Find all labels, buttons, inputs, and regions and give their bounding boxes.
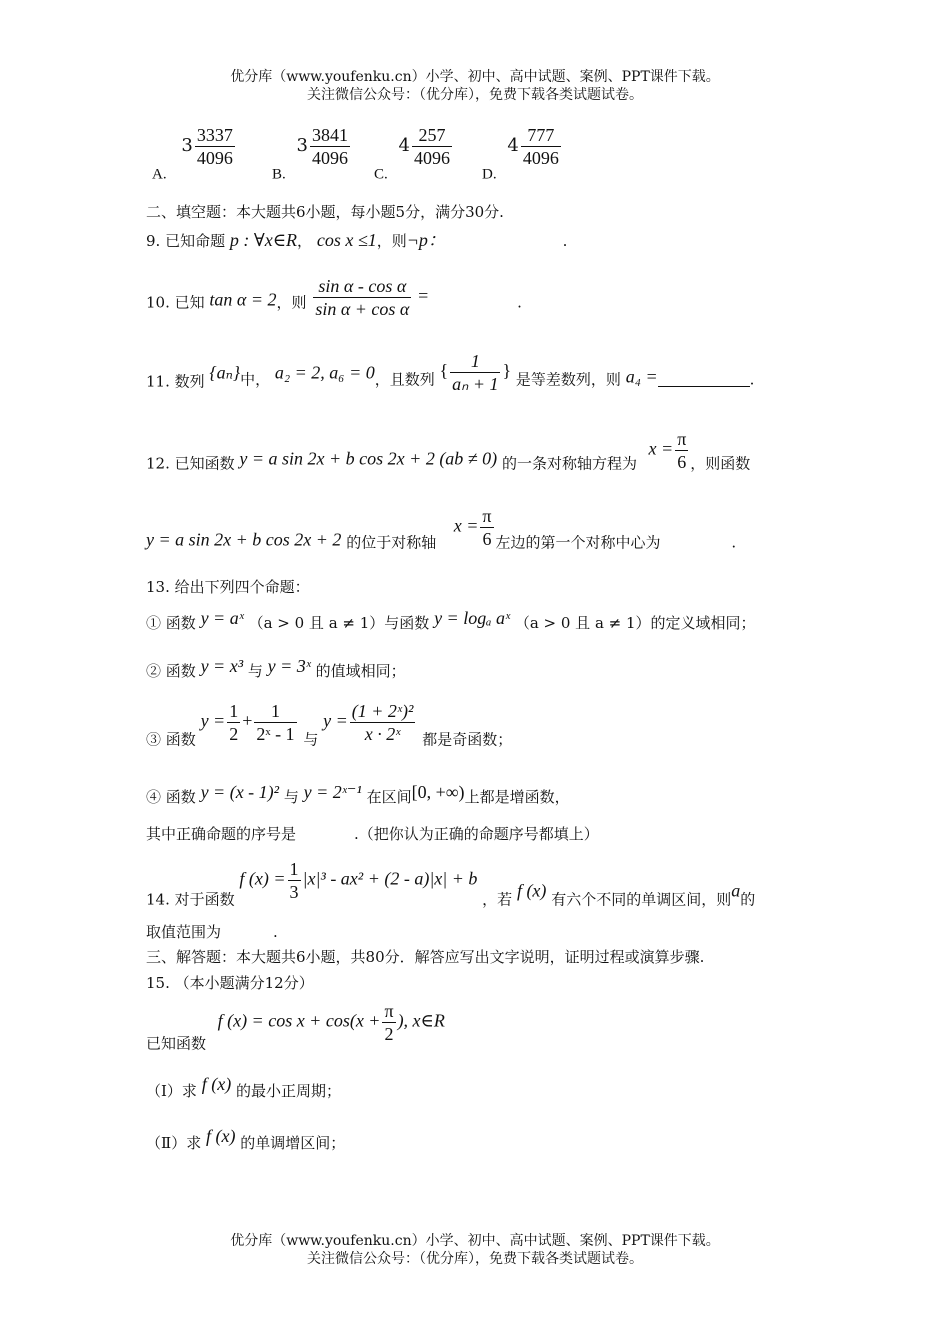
q13-s3-fraction: $\frac{1}{\text{2ˣ - 1}}$ bbox=[256, 701, 295, 744]
q13-statement-2: ② 函数 y = x³ 与 y = 3ˣ 的值域相同； bbox=[146, 656, 406, 680]
q10-end: . bbox=[517, 293, 522, 312]
q11-end: . bbox=[749, 370, 755, 389]
question-10 bbox=[146, 275, 522, 320]
option-fraction: $\frac{777}{4096}$ bbox=[522, 125, 559, 168]
header-line-2: 关注微信公众号：（优分库），免费下载各类试题试卷。 bbox=[307, 87, 643, 103]
option-d bbox=[482, 124, 563, 184]
q12-axis-lhs: x = bbox=[648, 438, 674, 459]
q15-pi-fraction: $\frac{\pi}{2}$ bbox=[384, 1001, 394, 1044]
q10-then: ，则 bbox=[276, 293, 307, 312]
q9-end: . bbox=[562, 232, 568, 250]
q15-function: f (x) = cos x + cos(x + bbox=[217, 1010, 381, 1031]
q11-mid: 中， bbox=[240, 370, 271, 389]
question-9 bbox=[146, 230, 567, 251]
q9-expression: cos x ≤1 bbox=[316, 230, 377, 250]
q11-then: ，且数列 bbox=[374, 370, 435, 389]
q12-axis-fraction: $\frac{\pi}{6}$ bbox=[677, 429, 687, 472]
q13-statement-1: ① 函数 y = aˣ （a > 0 且 a ≠ 1）与函数 y = logₐ aˣ （a > 0 且 a ≠ 1）的定义域相同； bbox=[146, 608, 756, 632]
q11-sequence: {aₙ} bbox=[209, 362, 241, 383]
q10-fraction: $\frac{\text{sin α - cos α}}{\text{sin α + cos α}}$ bbox=[315, 276, 410, 319]
section-2-heading: 二、填空题：本大题共6小题，每小题5分，满分30分. bbox=[146, 203, 504, 221]
option-fraction: $\frac{3841}{4096}$ bbox=[312, 125, 348, 168]
option-fraction: $\frac{257}{4096}$ bbox=[414, 125, 450, 168]
question-13-intro: 13. 给出下列四个命题： bbox=[146, 578, 310, 596]
q13-statement-4: ④ 函数 y = (x - 1)² 与 y = 2ˣ⁻¹ 在区间[0, +∞)上都是增函数， bbox=[146, 782, 570, 806]
q13-s3-lhs-2: y = bbox=[323, 710, 348, 731]
q10-condition: tan α = 2 bbox=[209, 289, 277, 310]
question-12 bbox=[146, 428, 750, 474]
q12-prefix: 12. 已知函数 bbox=[146, 454, 235, 473]
q12-mid: 的一条对称轴方程为 bbox=[501, 454, 637, 473]
q14-lhs: f (x) = bbox=[239, 868, 286, 889]
option-whole: 4 bbox=[398, 134, 410, 156]
q13-s1-function-1: y = aˣ bbox=[200, 608, 244, 628]
q12-function: y = a sin 2x + b cos 2x + 2 (ab ≠ 0) bbox=[239, 448, 498, 469]
question-14-line-2: 取值范围为 . bbox=[146, 923, 278, 941]
q13-statement-3: ③ 函数 y = $\frac{1}{2}$ + $\frac{1}{\text{2ˣ - 1}}$ 与 y = $\frac{\text{(1 + 2ˣ)²}}{\text{x · 2ˣ}}$ 都是奇函数； bbox=[146, 701, 513, 749]
option-label: C. bbox=[374, 166, 388, 183]
option-whole: 4 bbox=[507, 134, 519, 156]
q11-prefix: 11. 数列 bbox=[146, 372, 205, 391]
q14-expression: |x|³ - ax² + (2 - a)|x| + b bbox=[302, 868, 478, 889]
q9-proposition: p : ∀x∈R bbox=[229, 230, 298, 250]
question-15: 已知函数 f (x) = cos x + cos(x + $\frac{\pi}{2}$ ), x∈R bbox=[146, 1001, 445, 1053]
q15-part-2: （Ⅱ）求 f (x) 的单调增区间； bbox=[146, 1126, 346, 1152]
question-11: 11. 数列 {aₙ}中， a₂ = 2, a₆ = 0，且数列 { $\frac{1}{\text{aₙ + 1}}$ } 是等差数列，则 a₄ = . bbox=[146, 351, 755, 394]
footer-line-2: 关注微信公众号：（优分库），免费下载各类试题试卷。 bbox=[307, 1251, 643, 1267]
q10-equals: = bbox=[418, 285, 429, 306]
q13-s4-function-2: y = 2ˣ⁻¹ bbox=[303, 782, 362, 802]
section-3-heading: 三、解答题：本大题共6小题，共80分．解答应写出文字说明，证明过程或演算步骤. bbox=[146, 948, 705, 966]
q12-axis-fraction-2: $\frac{\pi}{6}$ bbox=[482, 506, 492, 549]
q12-end: . bbox=[731, 533, 737, 552]
option-c bbox=[374, 124, 454, 184]
q12-then: ，则函数 bbox=[690, 454, 751, 473]
q13-s4-interval: [0, +∞) bbox=[411, 782, 465, 802]
q11-fraction: $\frac{1}{\text{aₙ + 1}}$ bbox=[452, 351, 499, 394]
question-12-line-2 bbox=[146, 505, 736, 553]
option-a bbox=[152, 124, 237, 184]
q10-prefix: 10. 已知 bbox=[146, 293, 205, 312]
footer-line-1: 优分库（www.youfenku.cn）小学、初中、高中试题、案例、PPT课件下载。 bbox=[230, 1233, 720, 1249]
option-label: B. bbox=[272, 166, 286, 183]
q13-s4-function-1: y = (x - 1)² bbox=[200, 782, 280, 802]
q15-part-1: （Ⅰ）求 f (x) 的最小正周期； bbox=[146, 1074, 341, 1100]
option-label: D. bbox=[482, 166, 497, 183]
q13-answer-prompt: 其中正确命题的序号是 .（把你认为正确的命题序号都填上） bbox=[146, 825, 599, 843]
q13-s3-lhs: y = bbox=[200, 710, 226, 731]
q12-function-2: y = a sin 2x + b cos 2x + 2 bbox=[146, 529, 342, 550]
header-line-1: 优分库（www.youfenku.cn）小学、初中、高中试题、案例、PPT课件下载。 bbox=[230, 69, 720, 85]
question-14: 14. 对于函数 f (x) = $\frac{1}{3}$ |x|³ - ax² + (2 - a)|x| + b ，若 f (x) 有六个不同的单调区间，则a的 bbox=[146, 859, 756, 909]
q13-s1-function-2: y = logₐ aˣ bbox=[434, 608, 511, 628]
option-fraction: $\frac{3337}{4096}$ bbox=[196, 125, 233, 168]
q13-s1-condition-2: （a > 0 且 a ≠ 1）的定义域相同； bbox=[514, 614, 756, 632]
q11-post: 是等差数列，则 bbox=[515, 370, 621, 389]
question-15-heading: 15. （本小题满分12分） bbox=[146, 974, 314, 992]
q11-target: a₄ = bbox=[625, 366, 658, 387]
q12-axis-lhs-2: x = bbox=[453, 515, 479, 536]
q13-s2-function-2: y = 3ˣ bbox=[267, 656, 311, 676]
q12-post-2: 左边的第一个对称中心为 bbox=[495, 533, 661, 552]
q13-s2-function-1: y = x³ bbox=[200, 656, 244, 676]
option-b bbox=[272, 124, 352, 184]
option-whole: 3 bbox=[296, 134, 308, 156]
q14-fraction: $\frac{1}{3}$ bbox=[289, 859, 299, 902]
q9-prefix: 9. 已知命题 bbox=[146, 232, 226, 250]
q9-negation: ¬p： bbox=[406, 230, 446, 250]
q12-post: 的位于对称轴 bbox=[346, 533, 437, 552]
q13-s1-condition-1: （a > 0 且 a ≠ 1）与函数 bbox=[248, 614, 430, 632]
q9-comma: ， bbox=[297, 232, 313, 250]
q9-then: ，则 bbox=[376, 232, 407, 250]
q11-condition: a₂ = 2, a₆ = 0 bbox=[274, 362, 375, 383]
q13-s3-half: $\frac{1}{2}$ bbox=[229, 701, 239, 744]
q13-s3-fraction-2: $\frac{\text{(1 + 2ˣ)²}}{\text{x · 2ˣ}}$ bbox=[351, 701, 414, 744]
option-whole: 3 bbox=[181, 134, 193, 156]
option-label: A. bbox=[152, 166, 167, 183]
